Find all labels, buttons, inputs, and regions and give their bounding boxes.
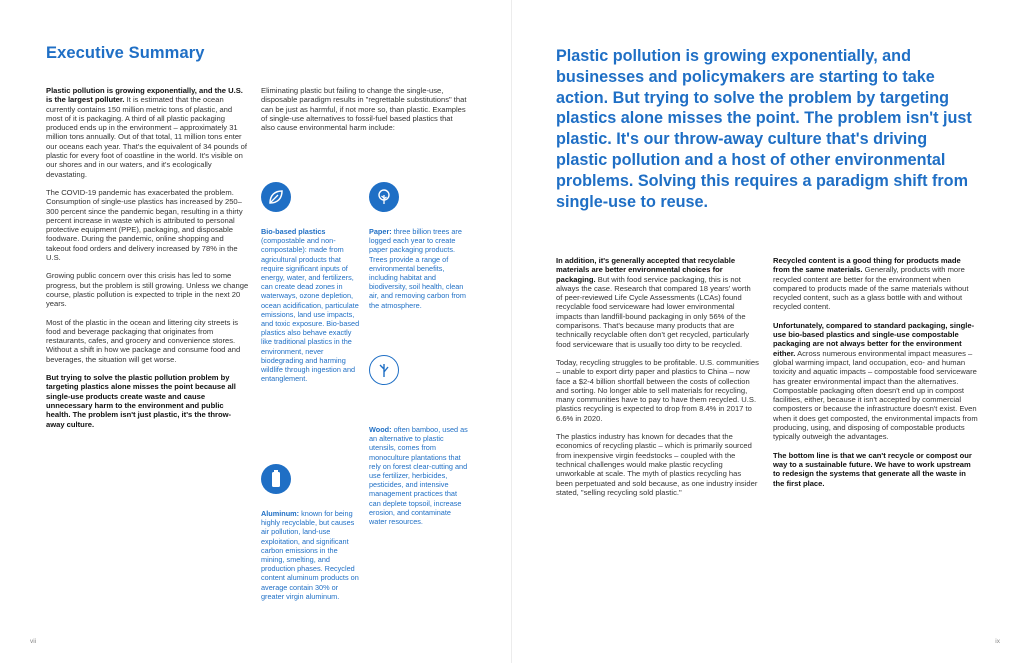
material-paper xyxy=(369,227,469,310)
paragraph: Today, recycling struggles to be profitable. U.S. communities – unable to export dirty paper and plastics to China – now face a $2-4 billion shortfall between the costs of collection and sorting. No longer able to sell materials for recycling, many communities have to pay to have them recycled. U.S. plastics recycling is expected to drop from 8.4% in 2017 to 6.6% in 2020. xyxy=(556,357,759,423)
material-description: known for being highly recyclable, but causes air pollution, land-use exploitation, and significant carbon emissions in the mining, smelting, and production phases. Recycled content aluminum products on average contain 30% or greater virgin aluminum. xyxy=(261,509,359,601)
paragraph-text: Generally, products with more recycled content are better for the environment when compared to products made of the same materials without recycled content, such as a glass bottle with and without recycled content. xyxy=(773,265,969,312)
paragraph xyxy=(46,86,249,179)
material-name: Aluminum: xyxy=(261,509,300,518)
bold-conclusion: But trying to solve the plastic pollution problem by targeting plastics alone misses the point because all single-use products create waste and cause unnecessary harm to the environment and public health. The problem isn't just plastic, it's the throw-away culture. xyxy=(46,373,236,429)
paragraph xyxy=(773,256,979,312)
material-bio-based-plastics xyxy=(261,227,361,383)
page-number: ix xyxy=(995,638,1000,645)
lead-sentence: Unfortunately, compared to standard packaging, single-use bio-based plastics and single-use compostable packaging are not always better for the environment either. xyxy=(773,320,975,358)
paragraph: Growing public concern over this crisis has led to some progress, but the problem is still growing. Unless we change course, plastic pollution is expected to triple in the next 20 years. xyxy=(46,271,249,309)
paragraph: Eliminating plastic but failing to change the single-use, disposable paradigm results in "regrettable substitutions" that can be just as harmful, if not more so, than plastic. Examples of single-use alternatives to fossil-fuel based plastics that also cause environmental harm include: xyxy=(261,86,467,133)
bold-conclusion: The bottom line is that we can't recycle or compost our way to a sustainable future. We have to work upstream to redesign the systems that generate all the waste in the first place. xyxy=(773,450,972,488)
lead-sentence: In addition, it's generally accepted that recyclable materials are better environmental choices for packaging. xyxy=(556,256,736,284)
page-title: Executive Summary xyxy=(46,44,205,62)
material-wood xyxy=(369,425,469,526)
bamboo-icon xyxy=(369,355,399,385)
paragraph: The COVID-19 pandemic has exacerbated the problem. Consumption of single-use plastics has increased by 250–300 percent since the pandemic began, resulting in a thirty percent increase in waste which is attributed to personal protective equipment (PPE), packaging, and disposable foodware. During the pandemic, online shopping and takeout food orders and delivery increased by 78% in the U.S. xyxy=(46,187,243,263)
material-description: (compostable and non-compostable): made from agricultural products that require significant inputs of energy, water, and fertilizers, can create dead zones in waterways, ozone depletion, ocean acidification, particulate emissions, land use impacts, and toxic exposure. Bio-based plastics also behave exactly like traditional plastics in the environment, never biodegrading and harming wildlife through ingestion and entanglement. xyxy=(261,236,360,384)
paragraph xyxy=(773,321,979,442)
left-column-1 xyxy=(46,86,249,438)
paragraph: Most of the plastic in the ocean and littering city streets is food and beverage packaging that originates from restaurants, cafes, and grocery and convenience stores. Without a shift in how we package and consume food and beverages, the situation will get worse. xyxy=(46,317,241,364)
paragraph xyxy=(556,256,759,349)
right-column-1 xyxy=(556,256,759,506)
can-icon xyxy=(261,464,291,494)
left-column-2 xyxy=(261,86,467,141)
paragraph: The plastics industry has known for decades that the economics of recycling plastic – which is primarily sourced from inexpensive virgin feedstocks – coupled with the technical challenges would make plastic recycling unworkable at scale. The myth of plastics recycling has been perpetuated and sold because, as one industry insider stated, "selling recycling sold plastic." xyxy=(556,432,758,497)
material-description: three billion trees are logged each year to create paper packaging products. Trees provide a range of environmental benefits, including habitat and biodiversity, soil health, clean air, and removing carbon from the atmosphere. xyxy=(369,227,466,310)
paragraph-text: But with food service packaging, this is not always the case. Research that compared 18 years' worth of peer-reviewed Life Cycle Assessments (LCAs) found recyclable food serviceware had lower environmental impacts than landfill-bound packaging in only 56% of the comparisons. That's because many products that are technically recyclable often don't get recycled, particularly food serviceware that is usually too dirty to be recycled. xyxy=(556,274,751,349)
paragraph-text: It is estimated that the ocean currently contains 150 million metric tons of plastic, and most of it is packaging. A third of all plastic packaging produced ends up in the environment – approximately 31 million tons annually. Out of that total, 11 million tons enter our oceans each year. That's the equivalent of 34 pounds of plastic for every foot of coastline in the world. It's visible on our shores and in our waters, and it's ecologically devastating. xyxy=(46,95,247,179)
paragraph xyxy=(46,373,249,429)
right-column-2 xyxy=(773,256,979,497)
paragraph-text: Across numerous environmental impact measures – global warming impact, land occupation, eco- and human toxicity and aquatic impacts – compostable food serviceware has greater environmental impact than the alternatives. Compostable packaging often doesn't end up in compost facilities, either, because it isn't accepted by commercial composters or because the infrastructure doesn't exist. Even when it does get composted, the environmental impacts from producing, using, and disposing of compostable products typically outweigh the advantages. xyxy=(773,348,978,442)
material-name: Bio-based plastics xyxy=(261,227,326,236)
lead-sentence: Recycled content is a good thing for products made from the same materials. xyxy=(773,256,961,275)
pull-quote: Plastic pollution is growing exponentially, and businesses and policymakers are starting to take action. But trying to solve the problem by targeting plastics alone misses the point. The problem isn't just plastic. It's our throw-away culture that's driving plastic pollution and a host of other environmental problems. Solving this requires a paradigm shift from single-use to reuse. xyxy=(556,47,972,211)
tree-icon xyxy=(369,182,399,212)
material-description: often bamboo, used as an alternative to plastic utensils, comes from monoculture plantations that rely on forest clear-cutting and use fertilizer, herbicides, pesticides, and intensive management practices that can deplete topsoil, increase erosion, and contaminate water resources. xyxy=(369,425,468,527)
material-name: Wood: xyxy=(369,425,392,434)
material-name: Paper: xyxy=(369,227,392,236)
leaf-icon xyxy=(261,182,291,212)
lead-sentence: Plastic pollution is growing exponentially, and the U.S. is the largest polluter. xyxy=(46,86,243,105)
paragraph xyxy=(773,451,979,488)
page-number: vii xyxy=(30,638,37,645)
material-aluminum xyxy=(261,509,361,601)
